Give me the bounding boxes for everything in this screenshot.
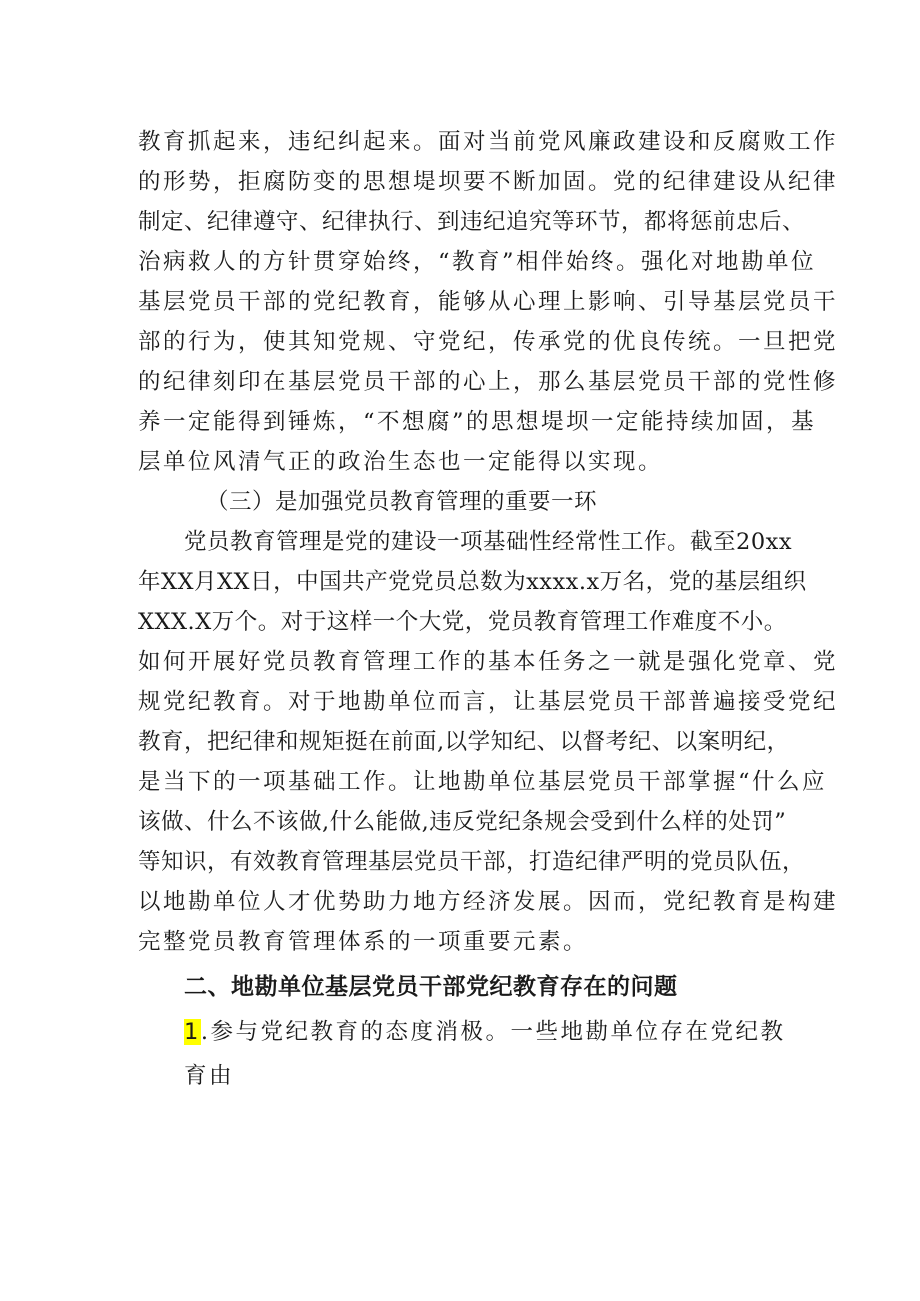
paragraph-1-line-5: 基层党员干部的党纪教育，能够从心理上影响、引导基层党员干 (138, 289, 839, 315)
paragraph-1-line-7: 的纪律刻印在基层党员干部的心上，那么基层党员干部的党性修 (138, 369, 839, 395)
document-body (138, 122, 839, 1089)
paragraph-1-line-6: 部的行为，使其知党规、守党纪，传承党的优良传统。一旦把党 (138, 329, 839, 355)
item-1-text: .参与党纪教育的态度消极。一些地勘单位存在党纪教育由 (184, 1019, 786, 1089)
section-heading: 二、地勘单位基层党员干部党纪教育存在的问题 (184, 974, 678, 1000)
paragraph-2-line-5: 规党纪教育。对于地勘单位而言，让基层党员干部普遍接受党纪 (138, 689, 839, 715)
paragraph-2-line-11: 完整党员教育管理体系的一项重要元素。 (138, 929, 589, 955)
paragraph-1-line-4: 治病救人的方针贯穿始终，“教育”相伴始终。强化对地勘单位 (138, 249, 817, 275)
item-1 (138, 1010, 798, 1089)
paragraph-2-line-9: 等知识，有效教育管理基层党员干部，打造纪律严明的党员队伍， (138, 849, 806, 875)
paragraph-2-line-8: 该做、什么不该做,什么能做,违反党纪条规会受到什么样的处罚” (138, 809, 787, 835)
paragraph-2-line-3: XXX.X万个。对于这样一个大党，党员教育管理工作难度不小。 (138, 609, 787, 635)
paragraph-1-line-3: 制定、纪律遵守、纪律执行、到违纪追究等环节，都将惩前忠后、 (138, 209, 806, 235)
subheading: （三）是加强党员教育管理的重要一环 (206, 489, 598, 515)
paragraph-1-line-8: 养一定能得到锤炼，“不想腐”的思想堤坝一定能持续加固，基 (138, 409, 817, 435)
paragraph-2-line-7: 是当下的一项基础工作。让地勘单位基层党员干部掌握“什么应 (138, 769, 828, 795)
paragraph-2-line-1: 党员教育管理是党的建设一项基础性经常性工作。截至20xx (184, 529, 793, 555)
paragraph-1-line-1: 教育抓起来，违纪纠起来。面对当前党风廉政建设和反腐败工作 (138, 129, 839, 155)
paragraph-1-line-2: 的形势，拒腐防变的思想堤坝要不断加固。党的纪律建设从纪律 (138, 169, 839, 195)
paragraph-2-line-10: 以地勘单位人才优势助力地方经济发展。因而，党纪教育是构建 (138, 889, 839, 915)
item-1-number-highlight: 1 (184, 1019, 201, 1045)
paragraph-1-line-9: 层单位风清气正的政治生态也一定能得以实现。 (138, 449, 664, 475)
paragraph-2-line-6: 教育，把纪律和规矩挺在前面,以学知纪、以督考纪、以案明纪， (138, 729, 790, 755)
paragraph-2-line-4: 如何开展好党员教育管理工作的基本任务之一就是强化党章、党 (138, 649, 839, 675)
paragraph-2-line-2: 年XX月XX日，中国共产党党员总数为xxxx.x万名，党的基层组织 (138, 569, 807, 595)
